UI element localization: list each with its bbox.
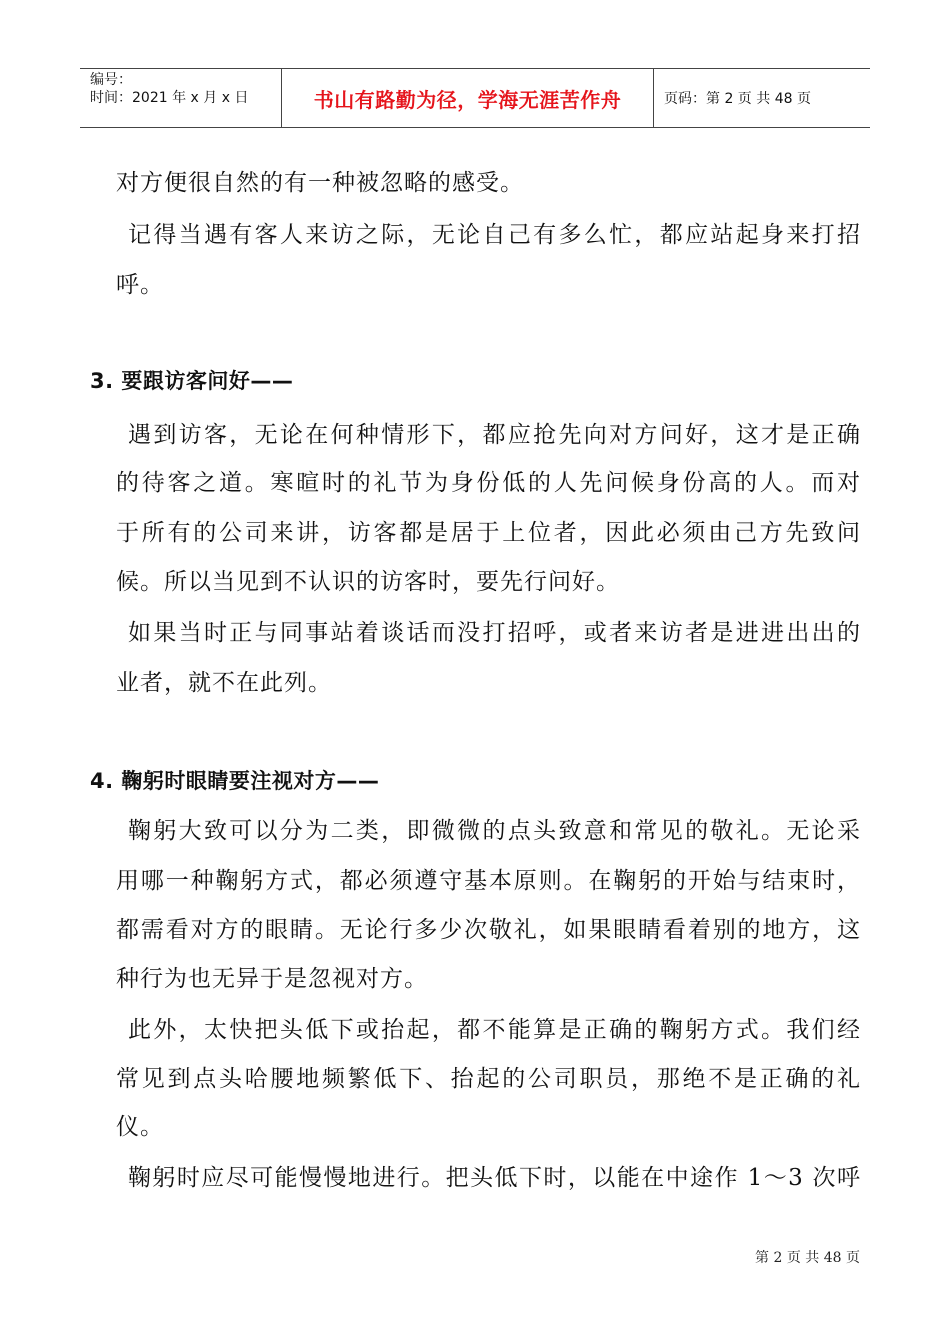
paragraph-line: 对方便很自然的有一种被忽略的感受。: [116, 170, 524, 196]
paragraph-line: 记得当遇有客人来访之际，无论自己有多么忙，都应站起身来打招: [128, 222, 861, 248]
paragraph-line: 常见到点头哈腰地频繁低下、抬起的公司职员，那绝不是正确的礼: [116, 1066, 861, 1092]
document-time-label: 时间：2021 年 x 月 x 日: [90, 90, 249, 106]
paragraph-line: 如果当时正与同事站着谈话而没打招呼，或者来访者是进进出出的: [128, 620, 861, 646]
paragraph-line: 鞠躬大致可以分为二类，即微微的点头致意和常见的敬礼。无论采: [128, 818, 861, 844]
paragraph-line: 于所有的公司来讲，访客都是居于上位者，因此必须由己方先致问: [116, 520, 861, 546]
paragraph-line: 呼。: [116, 272, 164, 298]
paragraph-line: 候。所以当见到不认识的访客时，要先行问好。: [116, 569, 620, 595]
document-header: [80, 68, 870, 128]
document-number-label: 编号：: [90, 72, 132, 88]
paragraph-line: 此外，太快把头低下或抬起，都不能算是正确的鞠躬方式。我们经: [128, 1017, 861, 1043]
paragraph-line: 的待客之道。寒暄时的礼节为身份低的人先问候身份高的人。而对: [116, 470, 861, 496]
paragraph-line: 业者，就不在此列。: [116, 670, 332, 696]
section-heading-3: 3. 要跟访客问好——: [90, 369, 294, 393]
paragraph-line: 都需看对方的眼睛。无论行多少次敬礼，如果眼睛看着别的地方，这: [116, 917, 861, 943]
section-heading-4: 4. 鞠躬时眼睛要注视对方——: [90, 769, 380, 793]
page-footer: 第 2 页 共 48 页: [755, 1250, 860, 1266]
paragraph-line: 鞠躬时应尽可能慢慢地进行。把头低下时，以能在中途作 1～3 次呼: [128, 1165, 861, 1191]
header-page-info: 页码：第 2 页 共 48 页: [664, 91, 811, 107]
header-motto: 书山有路勤为径，学海无涯苦作舟: [282, 69, 654, 127]
paragraph-line: 种行为也无异于是忽视对方。: [116, 966, 428, 992]
paragraph-line: 仪。: [116, 1114, 164, 1140]
paragraph-line: 遇到访客，无论在何种情形下，都应抢先向对方问好，这才是正确: [128, 422, 861, 448]
header-meta-cell: [80, 69, 282, 127]
paragraph-line: 用哪一种鞠躬方式，都必须遵守基本原则。在鞠躬的开始与结束时，: [116, 868, 861, 894]
